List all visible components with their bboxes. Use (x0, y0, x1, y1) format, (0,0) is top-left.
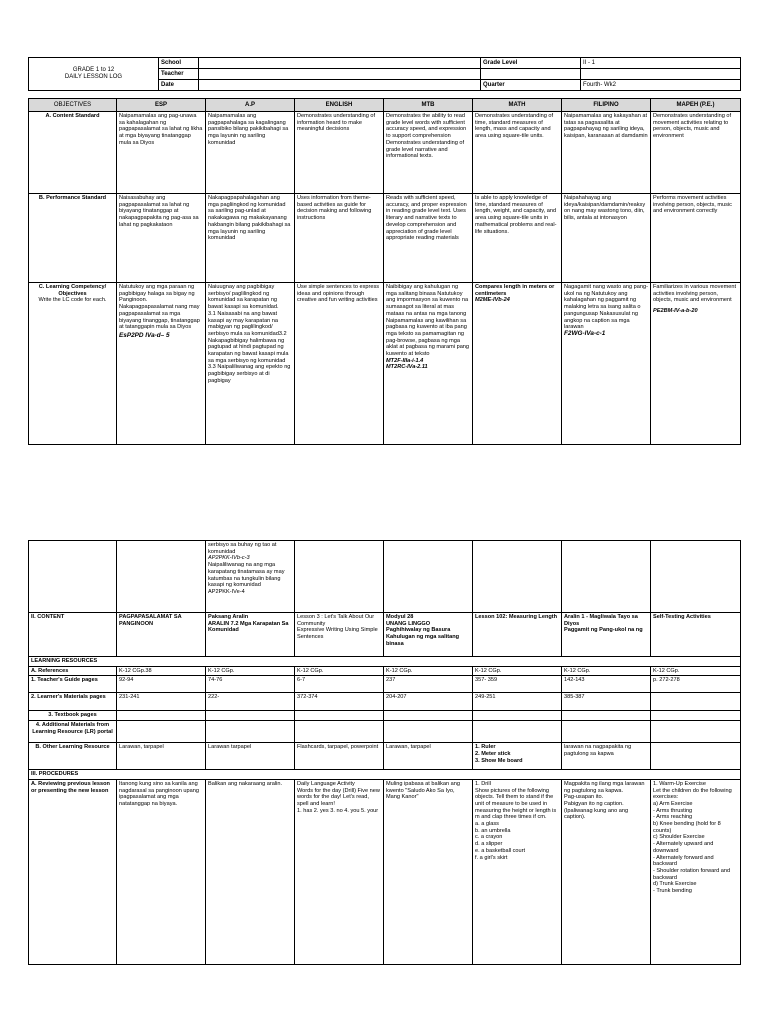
learner-materials-filipino: 385-387 (562, 693, 651, 711)
col-filipino: FILIPINO (562, 99, 651, 112)
header-table (28, 57, 741, 91)
continued-mapeh (651, 541, 741, 613)
procedures-label: III. PROCEDURES (29, 770, 741, 780)
competency-esp (117, 283, 206, 445)
reviewing-label: A. Reviewing previous lesson or presenting the new lesson (29, 779, 117, 964)
teacher-guide-mapeh: p. 272-278 (651, 676, 741, 693)
references-filipino: K-12 CGp. (562, 666, 651, 676)
learner-materials-label: 2. Learner's Materials pages (29, 693, 117, 711)
competency-filipino-code: F2WG-IVa-c-1 (564, 329, 606, 337)
reviewing-ap: Balikan ang nakaraang aralin. (206, 779, 295, 964)
performance-standard-mapeh: Performs movement activities involving person, objects, music and environment correctly (651, 194, 741, 283)
references-ap: K-12 CGp. (206, 666, 295, 676)
performance-standard-english: Uses information from theme-based activities as guide for decision making and following instructions (295, 194, 384, 283)
continued-ap-code-2: AP2PKK-IVe-4 (208, 588, 245, 595)
competency-note: Write the LC code for each. (38, 297, 107, 304)
competency-english (295, 283, 384, 445)
other-resources-label: B. Other Learning Resource (29, 743, 117, 770)
content-standard-mtb: Demonstrates the ability to read grade level words with sufficient accuracy speed, and expression to support comprehension Demonstrates understanding of grade level narrative and informational texts. (384, 112, 473, 194)
learner-materials-mtb: 204-207 (384, 693, 473, 711)
competency-label (29, 283, 117, 445)
header-title (29, 58, 159, 91)
references-english: K-12 CGp. (295, 666, 384, 676)
performance-standard-mtb: Reads with sufficient speed, accuracy, and proper expression in reading grade level text. Uses literary and narrative texts to develop comprehension and appreciation of grade level appropriate reading materials (384, 194, 473, 283)
content-standard-ap: Naipamamalas ang pagpapahalaga sa kagalingang pansibiko bilang pakikibahagi sa mga layunin ng sariling komunidad (206, 112, 295, 194)
date-value (199, 80, 481, 91)
content-mtb: Modyul 28 UNANG LINGGO Paghihiwalay ng Basura Kahulugan ng mga salitang binasa (384, 613, 473, 657)
learner-materials-math: 249-251 (473, 693, 562, 711)
teacher-guide-mtb: 237 (384, 676, 473, 693)
content-standard-english: Demonstrates understanding of information heard to make meaningful decisions (295, 112, 384, 194)
other-resources-english: Flashcards, tarpapel, powerpoint (295, 743, 384, 770)
content-standard-math: Demonstrates understanding of time, standard measures of length, mass and capacity and area using square-tile units. (473, 112, 562, 194)
competency-filipino (562, 283, 651, 445)
reviewing-filipino: Magpakita ng ilang mga larawan ng pagtulong sa kapwa. Pag-usapan ito. Pabigyan ito ng caption. (Ipaliwanag kung ano ang caption). (562, 779, 651, 964)
continued-ap (206, 541, 295, 613)
col-ap: A.P (206, 99, 295, 112)
content-english: Lesson 3 : Let's Talk About Our Community Expressive Writing Using Simple Sentences (295, 613, 384, 657)
content-esp: PAGPAPASALAMAT SA PANGINOON (117, 613, 206, 657)
continued-label (29, 541, 117, 613)
quarter-label: Quarter (481, 80, 581, 91)
col-english: ENGLISH (295, 99, 384, 112)
references-math: K-12 CGp. (473, 666, 562, 676)
learner-materials-english: 372-374 (295, 693, 384, 711)
grade-level-label: Grade Level (481, 58, 581, 69)
competency-esp-text: Natutukoy ang mga paraan ng pagbibigay halaga sa bigay ng Panginoon. Nakapagpapasalamat nang may pagpapasalamat sa mga biyayang tinanggap, tinatanggap at tatanggapin mula sa Diyos (119, 284, 200, 331)
objectives-table (28, 98, 741, 445)
daily-lesson-log-page-1 (28, 57, 740, 445)
col-esp: ESP (117, 99, 206, 112)
competency-title: C. Learning Competency/ Objectives (38, 284, 107, 297)
other-resources-mapeh (651, 743, 741, 770)
teacher-label: Teacher (159, 69, 199, 80)
reviewing-math: 1. Drill Show pictures of the following objects. Tell them to stand if the unit of measure to be used in measuring the height or length is m and clap three times if cm. a. a glass b. an umbrella c. a crayon d. a slipper e. a basketball court f. a girl's skirt (473, 779, 562, 964)
competency-ap-text: Naiuugnay ang pagbibigay serbisyo/ paglilingkod ng komunidad sa karapatan ng bawat kasapi sa komunidad. 3.1 Naisasabi na ang bawat kasapi ay may karapatan na mabigyan ng paglilingkod/ serbisyo mula sa komunidad3.2 Nakapagbibigay halimbawa ng pagtupad at hindi pagtupad ng karapatan ng bawat kasapi mula sa mga serbisyo ng komunidad 3.3 Naipaliliwanag ang epekto ng pagbibigay serbisyo at di pagbigay (208, 284, 291, 384)
school-label: School (159, 58, 199, 69)
competency-math-text: Compares length in meters or centimeters (475, 284, 555, 297)
learning-area-value (581, 69, 741, 80)
competency-mapeh-text: Familiarizes in various movement activities involving person, objects, music and environment (653, 284, 736, 304)
teacher-value (199, 69, 481, 80)
references-mtb: K-12 CGp. (384, 666, 473, 676)
competency-mtb-code: MT2F-IIIa-i-1.4 MT2RC-IVa-2.11 (386, 357, 428, 371)
references-mapeh: K-12 CGp. (651, 666, 741, 676)
references-esp: K-12 CGp.38 (117, 666, 206, 676)
continued-filipino (562, 541, 651, 613)
quarter-value: Fourth- Wk2 (581, 80, 741, 91)
competency-esp-code: EsP2PD IVa-d– 5 (119, 331, 170, 339)
reviewing-mtb: Muling ipabasa at balikan ang kwento "Saludo Ako Sa Iyo, Mang Kanor" (384, 779, 473, 964)
competency-mapeh-code: PE2BM-IV-a-b-20 (653, 308, 698, 315)
content-standard-mapeh: Demonstrates understanding of movement activities relating to person, objects, music and environment (651, 112, 741, 194)
col-mtb: MTB (384, 99, 473, 112)
continued-ap-text: serbisyo sa buhay ng tao at komunidad (208, 542, 277, 555)
performance-standard-esp: Naisasabuhay ang pagpapasalamat sa lahat ng biyayang tinatanggap at nakapagpapakita ng pag-asa sa lahat ng pagkakataon (117, 194, 206, 283)
learning-area-label (481, 69, 581, 80)
reviewing-mapeh: 1. Warm-Up Exercise Let the children do the following exercises: a) Arm Exercise - Arms thrusting - Arms reaching b) Knee bending (hold for 8 counts) c) Shoulder Exercise - Alternately upward and downward - Alternately forward and backward - Shoulder rotation forward and backward d) Trunk Exercise - Trunk bending (651, 779, 741, 964)
grade-level-value: II - 1 (581, 58, 741, 69)
competency-mapeh (651, 283, 741, 445)
content-label: II. CONTENT (29, 613, 117, 657)
content-standard-esp: Naipamamalas ang pag-unawa sa kahalagahan ng pagpapasalamat sa lahat ng likha at mga biyayang tinatanggap mula sa Diyos (117, 112, 206, 194)
daily-lesson-log-page-2 (28, 540, 740, 965)
learner-materials-mapeh (651, 693, 741, 711)
teacher-guide-english: 6-7 (295, 676, 384, 693)
learner-materials-esp: 231-241 (117, 693, 206, 711)
content-filipino: Aralin 1 - Magliwala Tayo sa Diyos Paggamit ng Pang-ukol na ng (562, 613, 651, 657)
grade-range: GRADE 1 to 12 (72, 67, 115, 73)
competency-ap (206, 283, 295, 445)
learner-materials-ap: 222- (206, 693, 295, 711)
procedures-table (28, 540, 741, 965)
performance-standard-ap: Nakapagpapahalagahan ang mga pagliingkod ng komunidad sa sariling pag-unlad at nakakagawa ng makakayanang hakbangin bilang pakikibahagi sa mga layunin ng sariling komunidad (206, 194, 295, 283)
other-resources-esp: Larawan, tarpapel (117, 743, 206, 770)
content-ap: Paksang Aralin ARALIN 7.2 Mga Karapatan Sa Komunidad (206, 613, 295, 657)
competency-filipino-text: Nagagamit nang wasto ang pang-ukol na ng Natutukoy ang kahalagahan ng paggamit ng malaking letra sa isang salita o pangungusap Nakasusulat ng angkop na caption sa mga larawan (564, 284, 648, 331)
other-resources-ap: Larawan tarpapel (206, 743, 295, 770)
log-title: DAILY LESSON LOG (64, 74, 123, 80)
reviewing-esp: Itanong kung sino sa kanila ang nagdarasal sa panginoon upang ipagpasalamat ang mga natatanggap na biyaya. (117, 779, 206, 964)
content-mapeh: Self-Testing Activities (651, 613, 741, 657)
col-math: MATH (473, 99, 562, 112)
date-label: Date (159, 80, 199, 91)
content-standard-label: A. Content Standard (29, 112, 117, 194)
other-resources-mtb: Larawan, tarpapel (384, 743, 473, 770)
continued-mtb (384, 541, 473, 613)
competency-mtb-text: Naibibigay ang kahulugan ng mga salitang binasa Natutukoy ang impormasyon sa kuwento na sumasagot sa literal at mas mataas na antas na mga tanong Naipamamalas ang kawilihan sa pagbasa ng kuwento at iba pang mga teksto sa pamamagitan ng pag-browse, pagbasa ng mga aklat at pagbasa ng marami pang kuwento at teksto (386, 284, 470, 358)
reviewing-english: Daily Language Activity Words for the day (Drill) Five new words for the day! Let's read, spell and learn! 1. has 2. yes 3. no 4. you 5. your (295, 779, 384, 964)
performance-standard-filipino: Naipahahayag ang ideya/kaisipan/damdamin/reaksyon nang may wastong tono, diin, bilis, antala at intonasyon (562, 194, 651, 283)
other-resources-math: 1. Ruler 2. Meter stick 3. Show Me board (473, 743, 562, 770)
continued-esp (117, 541, 206, 613)
teacher-guide-math: 357- 359 (473, 676, 562, 693)
performance-standard-label: B. Performance Standard (29, 194, 117, 283)
continued-ap-text-2: Naipaliliwanag na ang mga karapatang tinatamasa ay may katumbas na tungkulin bilang kasapi ng komunidad (208, 562, 285, 589)
learning-resources-label: LEARNING RESOURCES (29, 657, 741, 667)
teacher-guide-ap: 74-76 (206, 676, 295, 693)
continued-math (473, 541, 562, 613)
performance-standard-math: Is able to apply knowledge of time, standard measures of length, weight, and capacity, and area using square-tile units in mathematical problems and real-life situations. (473, 194, 562, 283)
continued-english (295, 541, 384, 613)
teacher-guide-esp: 92-94 (117, 676, 206, 693)
competency-math-code: M2ME-IVb-24 (475, 297, 510, 304)
teacher-guide-filipino: 142-143 (562, 676, 651, 693)
teacher-guide-label: 1. Teacher's Guide pages (29, 676, 117, 693)
col-mapeh: MAPEH (P.E.) (651, 99, 741, 112)
textbook-label: 3. Textbook pages (29, 711, 117, 721)
other-resources-filipino: larawan na nagpapakita ng pagtulong sa kapwa (562, 743, 651, 770)
references-label: A. References (29, 666, 117, 676)
content-math: Lesson 102: Measuring Length (473, 613, 562, 657)
competency-english-text: Use simple sentences to express ideas and opinions through creative and fun writing activities (297, 284, 380, 304)
competency-mtb (384, 283, 473, 445)
col-objectives: OBJECTIVES (29, 99, 117, 112)
school-value (199, 58, 481, 69)
content-standard-filipino: Naipamamalas ang kakayahan at tatas sa pagsasalita at pagpapahayag ng sariling ideya, kaisipan, karanasan at damdamin (562, 112, 651, 194)
competency-math (473, 283, 562, 445)
continued-ap-code-1: AP2PKK-IVb-c-3 (208, 555, 250, 562)
additional-materials-label: 4. Additional Materials from Learning Resource (LR) portal (29, 721, 117, 743)
